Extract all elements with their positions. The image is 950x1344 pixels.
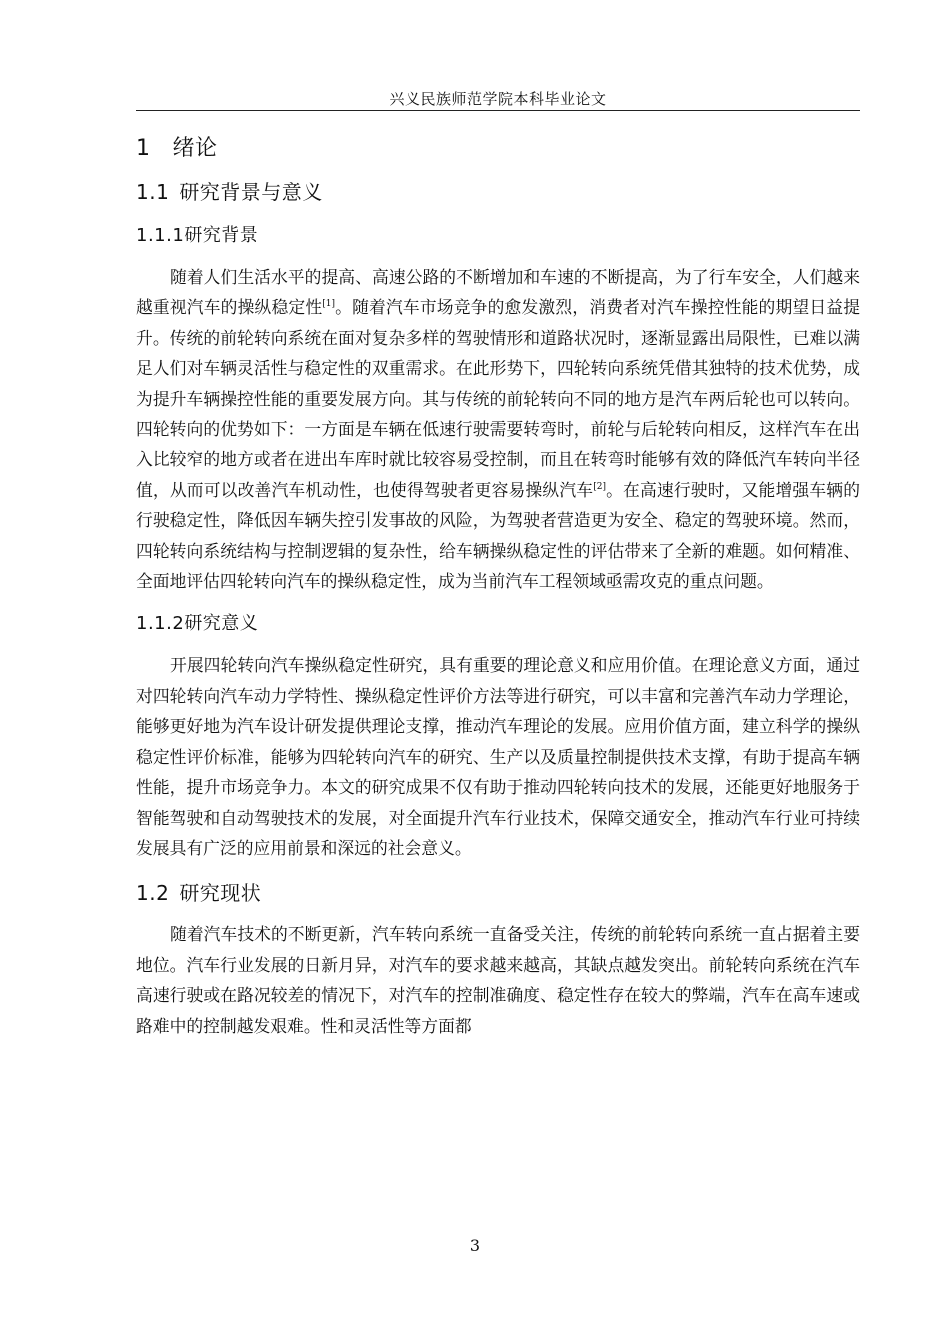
subsection-heading-1-1-2 — [136, 606, 860, 642]
paragraph-text: 。随着汽车市场竞争的愈发激烈，消费者对汽车操控性能的期望日益提升。传统的前轮转向系统在面对复杂多样的驾驶情形和道路状况时，逐渐显露出局限性，已难以满足人们对车辆灵活性与稳定性的双重需求。在此形势下，四轮转向系统凭借其独特的技术优势，成为提升车辆操控性能的重要发展方向。其与传统的前轮转向不同的地方是汽车两后轮也可以转向。四轮转向的优势如下：一方面是车辆在低速行驶需要转弯时，前轮与后轮转向相反，这样汽车在出入比较窄的地方或者在进出车库时就比较容易受控制，而且在转弯时能够有效的降低汽车转向半径值，从而可以改善汽车机动性，也使得驾驶者更容易操纵汽车 — [136, 297, 860, 500]
subsection-number-1-1-2: 1.1.2 — [136, 613, 185, 635]
paragraph-text: 随着人们生活水平的提高、高速公路的不断增加和车速的不断提高，为了行车安全，人们越来越重视汽车的操纵稳定性 — [136, 267, 860, 318]
section-title-1-1: 研究背景与意义 — [179, 180, 323, 204]
chapter-number: 1 — [136, 136, 151, 161]
paragraph-text: 随着汽车技术的不断更新，汽车转向系统一直备受关注，传统的前轮转向系统一直占据着主要地位。汽车行业发展的日新月异，对汽车的要求越来越高，其缺点越发突出。前轮转向系统在汽车高速行驶或在路况较差的情况下，对汽车的控制准确度、稳定性存在较大的弊端，汽车在高车速或路难中的控制越发艰难。性和灵活性等方面都 — [136, 924, 860, 1036]
subsection-title-1-1-2: 研究意义 — [184, 613, 259, 635]
section-number-1-2: 1.2 — [136, 881, 170, 906]
paragraph-text: 。在高速行驶时，又能增强车辆的行驶稳定性，降低因车辆失控引发事故的风险，为驾驶者营造更为安全、稳定的驾驶环境。然而，四轮转向系统结构与控制逻辑的复杂性，给车辆操纵稳定性的评估带来了全新的难题。如何精准、全面地评估四轮转向汽车的操纵稳定性，成为当前汽车工程领域亟需攻克的重点问题。 — [136, 479, 860, 592]
citation-ref-1: [1] — [322, 299, 336, 310]
running-header — [136, 88, 860, 111]
subsection-number-1-1-1: 1.1.1 — [136, 225, 185, 246]
section-heading-1-1 — [136, 172, 860, 212]
paragraph-research-background — [136, 262, 860, 596]
section-number-1-1: 1.1 — [136, 180, 170, 204]
paragraph-text: 开展四轮转向汽车操纵稳定性研究，具有重要的理论意义和应用价值。在理论意义方面，通过对四轮转向汽车动力学特性、操纵稳定性评价方法等进行研究，可以丰富和完善汽车动力学理论，能够更好地为汽车设计研发提供理论支撑，推动汽车理论的发展。应用价值方面，建立科学的操纵稳定性评价标准，能够为四轮转向汽车的研究、生产以及质量控制提供技术支撑，有助于提高车辆性能，提升市场竞争力。本文的研究成果不仅有助于推动四轮转向技术的发展，还能更好地服务于智能驾驶和自动驾驶技术的发展，对全面提升汽车行业技术，保障交通安全，推动汽车行业可持续发展具有广泛的应用前景和深远的社会意义。 — [136, 655, 860, 858]
citation-ref-2: [2] — [593, 481, 606, 492]
page-number — [0, 1236, 950, 1256]
header-title: 兴义民族师范学院本科毕业论文 — [389, 90, 607, 108]
page-body — [136, 128, 860, 1051]
subsection-heading-1-1-1 — [136, 218, 860, 254]
page-number-text: 3 — [469, 1236, 481, 1255]
paragraph-research-status — [136, 919, 860, 1041]
section-heading-1-2 — [136, 873, 860, 913]
chapter-title: 绪论 — [172, 136, 218, 161]
paragraph-research-significance — [136, 650, 860, 863]
section-title-1-2: 研究现状 — [179, 881, 262, 906]
chapter-heading — [136, 128, 860, 170]
subsection-title-1-1-1: 研究背景 — [184, 225, 259, 246]
